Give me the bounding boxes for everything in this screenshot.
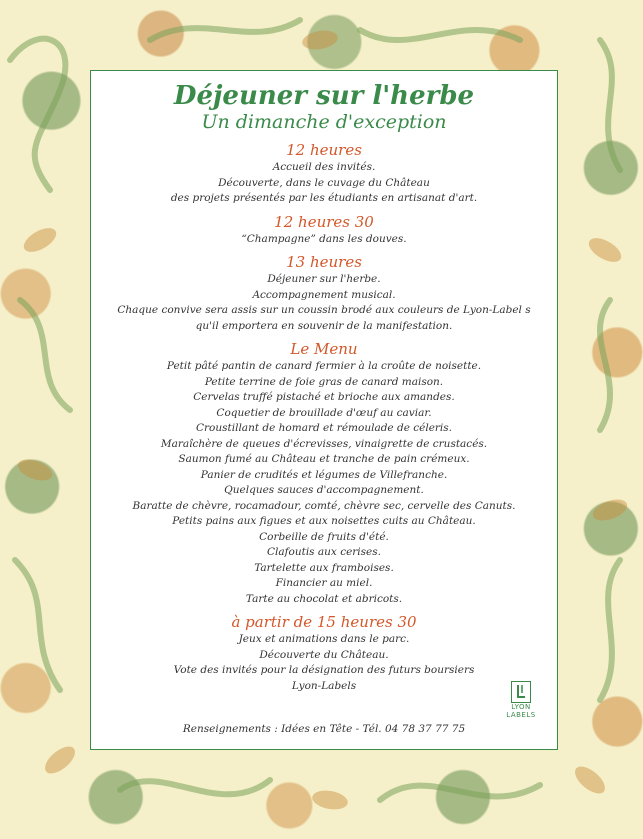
section-line: Cervelas truffé pistaché et brioche aux amandes.: [193, 391, 455, 403]
logo-text-line2: LABELS: [506, 711, 536, 719]
section-line: Découverte, dans le cuvage du Château: [218, 176, 430, 189]
section-line: Financier au miel.: [275, 577, 373, 589]
logo-icon: [511, 681, 531, 703]
section-line: Accueil des invités.: [272, 161, 376, 173]
section-line: Découverte du Château.: [259, 648, 389, 661]
section-line: Petits pains aux figues et aux noisettes cuits au Château.: [172, 515, 476, 527]
section-line: Tarte au chocolat et abricots.: [245, 592, 403, 605]
section-line: Jeux et animations dans le parc.: [238, 633, 410, 645]
section-line: Quelques sauces d'accompagnement.: [224, 484, 424, 496]
program-section: [91, 613, 557, 694]
section-heading: Le Menu: [290, 340, 358, 358]
section-heading: à partir de 15 heures 30: [231, 613, 417, 631]
program-sections: [91, 141, 557, 694]
section-line: des projets présentés par les étudiants en artisanat d'art.: [170, 192, 478, 204]
section-line: Petit pâté pantin de canard fermier à la croûte de noisette.: [166, 360, 482, 372]
section-line: Déjeuner sur l'herbe.: [267, 273, 381, 285]
section-line: Panier de crudités et légumes de Villefranche.: [200, 468, 448, 481]
section-line: Chaque convive sera assis sur un coussin brodé aux couleurs de Lyon-Label s: [117, 304, 531, 316]
section-line: Lyon-Labels: [291, 679, 357, 692]
menu-card: [90, 70, 558, 750]
section-line: Maraîchère de queues d'écrevisses, vinaigrette de crustacés.: [160, 437, 488, 450]
section-line: Tartelette aux framboises.: [254, 561, 394, 574]
section-line: qu'il emportera en souvenir de la manifestation.: [195, 319, 453, 332]
page-subtitle: Un dimanche d'exception: [201, 111, 447, 133]
section-heading: 12 heures: [286, 141, 362, 159]
logo-text-line1: LYON: [511, 703, 531, 711]
section-line: Clafoutis aux cerises.: [266, 546, 381, 558]
section-line: Corbeille de fruits d'été.: [259, 530, 389, 543]
section-line: Coquetier de brouillade d'œuf au caviar.: [216, 406, 432, 419]
program-section: [91, 213, 557, 248]
program-section: [91, 340, 557, 607]
contact-footer: Renseignements : Idées en Tête - Tél. 04 78 37 77 75: [182, 723, 466, 735]
section-line: “Champagne” dans les douves.: [241, 232, 407, 245]
section-line: Baratte de chèvre, rocamadour, comté, chèvre sec, cervelle des Canuts.: [132, 499, 516, 512]
program-section: [91, 141, 557, 207]
page-title: Déjeuner sur l'herbe: [173, 81, 475, 111]
section-heading: 13 heures: [286, 253, 362, 271]
section-line: Accompagnement musical.: [252, 288, 396, 301]
section-line: Saumon fumé au Château et tranche de pain crémeux.: [178, 453, 470, 465]
lyon-labels-logo: [499, 681, 543, 719]
section-line: Croustillant de homard et rémoulade de céleris.: [195, 422, 453, 434]
section-line: Vote des invités pour la désignation des futurs boursiers: [173, 664, 475, 676]
section-heading: 12 heures 30: [274, 212, 374, 231]
program-section: [91, 253, 557, 334]
section-line: Petite terrine de foie gras de canard maison.: [204, 375, 444, 388]
